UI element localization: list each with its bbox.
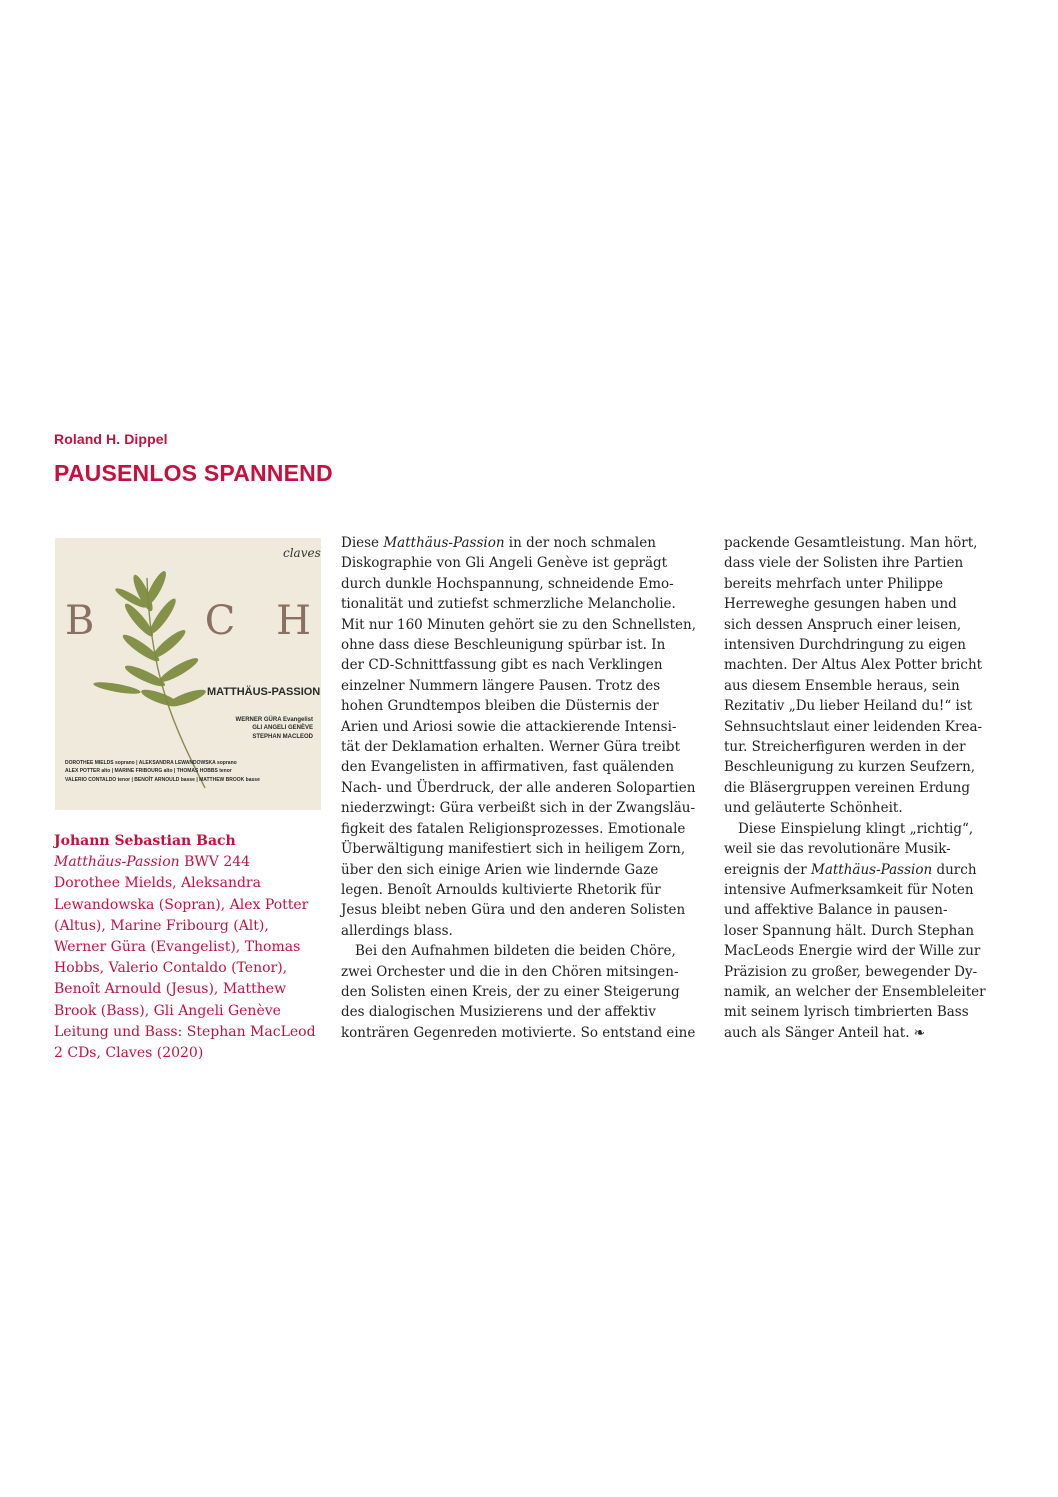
body-emphasis: Matthäus-Passion xyxy=(383,535,505,551)
body-line: Bei den Aufnahmen bildeten die beiden Chöre, xyxy=(355,943,676,960)
body-text: Diese xyxy=(341,535,384,551)
body-line: niederzwingt: Güra verbeißt sich in der Zwangsläu- xyxy=(341,800,696,817)
body-column-1 xyxy=(341,533,703,1043)
body-line: packende Gesamtleistung. Man hört, xyxy=(724,535,978,551)
body-line: Mit nur 160 Minuten gehört sie zu den Schnellsten, xyxy=(341,616,696,633)
cover-cast-line: DOROTHEE MIELDS soprano | ALEKSANDRA LEWANDOWSKA soprano xyxy=(65,760,237,766)
credits-work xyxy=(54,852,326,873)
cover-label: claves xyxy=(283,546,321,560)
credits-work-number: BWV 244 xyxy=(179,854,251,871)
credits-line: 2 CDs, Claves (2020) xyxy=(54,1045,204,1062)
article-author: Roland H. Dippel xyxy=(54,431,168,447)
credits-line: Werner Güra (Evangelist), Thomas xyxy=(54,939,301,956)
credits-line: Lewandowska (Sopran), Alex Potter xyxy=(54,896,309,913)
credits-composer: Johann Sebastian Bach xyxy=(54,833,236,849)
body-line: hohen Grundtempos bleiben die Düsternis der xyxy=(341,698,659,715)
body-emphasis: Matthäus-Passion xyxy=(811,861,933,878)
credits-work-title: Matthäus-Passion xyxy=(54,854,180,871)
body-line: Nach- und Überdruck, der alle anderen Solopartien xyxy=(341,779,696,796)
body-text: in der noch schmalen xyxy=(504,535,656,551)
body-line: den Evangelisten in affirmativen, fast quälenden xyxy=(341,759,675,776)
body-text: durch xyxy=(932,861,977,878)
cover-cast-line: VALERIO CONTALDO tenor | BENOÎT ARNOULD basse | MATTHEW BROOK basse xyxy=(65,776,260,783)
cover-performers xyxy=(205,716,313,741)
body-line: allerdings blass. xyxy=(341,922,453,939)
body-line: tät der Deklamation erhalten. Werner Güra treibt xyxy=(341,739,680,756)
cover-letter: C xyxy=(204,598,238,644)
body-line: ohne dass diese Beschleunigung spürbar ist. In xyxy=(341,637,666,654)
body-line: Arien und Ariosi sowie die attackierende Intensi- xyxy=(341,718,677,735)
body-line: Präzision zu großer, bewegender Dy- xyxy=(724,963,978,980)
body-line: einzelner Nummern längere Pausen. Trotz des xyxy=(341,677,661,694)
credits-line: Leitung und Bass: Stephan MacLeod xyxy=(54,1023,316,1040)
body-line: Sehnsuchtslaut einer leidenden Krea- xyxy=(724,718,983,735)
album-cover xyxy=(55,538,321,810)
body-line: Diskographie von Gli Angeli Genève ist geprägt xyxy=(341,555,668,572)
body-line: sich dessen Anspruch einer leisen, xyxy=(724,616,962,633)
album-credits xyxy=(54,831,326,1064)
body-line: die Bläsergruppen vereinen Erdung xyxy=(724,779,970,796)
cover-title: MATTHÄUS-PASSION xyxy=(207,686,321,698)
body-line: tionalität und zutiefst schmerzliche Melancholie. xyxy=(341,596,676,613)
credits-lines xyxy=(54,873,326,1064)
body-line: aus diesem Ensemble heraus, sein xyxy=(724,677,960,694)
body-line: auch als Sänger Anteil hat. ❧ xyxy=(724,1024,926,1041)
body-text: ereignis der xyxy=(724,861,811,878)
article-headline: PAUSENLOS SPANNEND xyxy=(54,460,333,486)
cover-letter: H xyxy=(276,598,313,644)
body-line: durch dunkle Hochspannung, schneidende Emo- xyxy=(341,575,674,592)
body-line: und affektive Balance in pausen- xyxy=(724,902,948,919)
body-line: bereits mehrfach unter Philippe xyxy=(724,575,944,592)
credits-line: Dorothee Mields, Aleksandra xyxy=(54,875,261,892)
credits-line: (Altus), Marine Fribourg (Alt), xyxy=(54,917,269,934)
body-line: des dialogischen Musizierens und der affektiv xyxy=(341,1004,656,1021)
cover-performer: STEPHAN MACLEOD xyxy=(252,733,313,740)
body-line: zwei Orchester und die in den Chören mitsingen- xyxy=(341,963,679,980)
body-line: weil sie das revolutionäre Musik- xyxy=(724,841,951,858)
body-line: konträren Gegenreden motivierte. So entstand eine xyxy=(341,1024,696,1041)
body-line: der CD-Schnittfassung gibt es nach Verklingen xyxy=(341,657,663,674)
body-line: Überwältigung manifestiert sich in heiligem Zorn, xyxy=(341,841,686,858)
body-line: Diese Einspielung klingt „richtig“, xyxy=(738,820,974,837)
credits-line: Benoît Arnould (Jesus), Matthew xyxy=(54,981,287,998)
cover-performer: GLI ANGELI GENÈVE xyxy=(252,725,313,732)
body-line: tur. Streicherfiguren werden in der xyxy=(724,739,966,756)
body-line: loser Spannung hält. Durch Stephan xyxy=(724,922,975,939)
body-line: figkeit des fatalen Religionsprozesses. Emotionale xyxy=(341,820,686,837)
body-line: Herreweghe gesungen haben und xyxy=(724,596,957,613)
body-line: und geläuterte Schönheit. xyxy=(724,800,903,817)
body-line: Jesus bleibt neben Güra und den anderen Solisten xyxy=(341,902,686,919)
body-line: über den sich einige Arien wie lindernde Gaze xyxy=(341,861,659,878)
body-line: machten. Der Altus Alex Potter bricht xyxy=(724,657,983,674)
body-line xyxy=(341,533,703,553)
body-line: mit seinem lyrisch timbrierten Bass xyxy=(724,1004,969,1021)
cover-cast-line: ALEX POTTER alto | MARINE FRIBOURG alto | THOMAS HOBBS tenor xyxy=(65,768,232,775)
body-line: MacLeods Energie wird der Wille zur xyxy=(724,943,981,960)
body-line: Rezitativ „Du lieber Heiland du!“ ist xyxy=(724,698,973,715)
cover-bach-letters xyxy=(65,598,313,644)
credits-line: Brook (Bass), Gli Angeli Genève xyxy=(54,1002,281,1019)
body-line: intensive Aufmerksamkeit für Noten xyxy=(724,881,974,898)
body-line: dass viele der Solisten ihre Partien xyxy=(724,555,964,572)
body-line xyxy=(724,860,1008,880)
body-line: legen. Benoît Arnoulds kultivierte Rhetorik für xyxy=(341,881,661,898)
cover-cast xyxy=(65,759,313,784)
credits-line: Hobbs, Valerio Contaldo (Tenor), xyxy=(54,960,288,977)
body-column-2 xyxy=(724,533,1008,1043)
body-line: Beschleunigung zu kurzen Seufzern, xyxy=(724,759,976,776)
cover-performer: WERNER GÜRA Evangelist xyxy=(235,717,313,723)
body-line: namik, an welcher der Ensembleleiter xyxy=(724,983,986,1000)
body-line: den Solisten einen Kreis, der zu einer Steigerung xyxy=(341,983,680,1000)
cover-letter: B xyxy=(65,598,97,644)
body-line: intensiven Durchdringung zu eigen xyxy=(724,637,966,654)
